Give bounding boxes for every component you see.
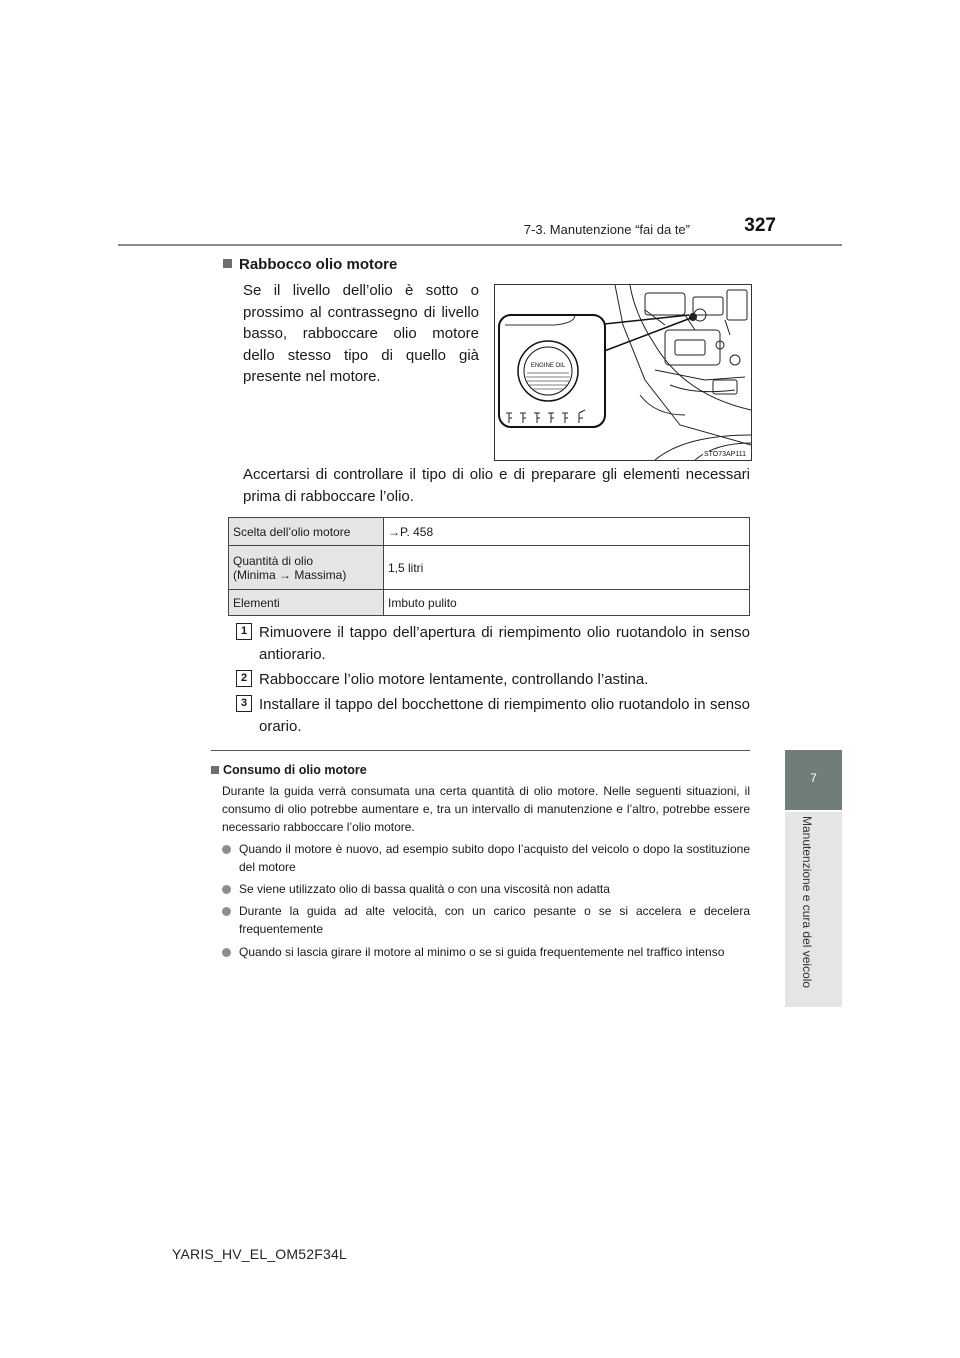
- step-text: Rabboccare l’olio motore lentamente, controllando l’astina.: [259, 671, 649, 688]
- step-3: [236, 694, 750, 738]
- header-rule: [118, 244, 842, 246]
- list-item: [222, 943, 750, 961]
- bullet-dot-icon: [222, 948, 231, 957]
- bullet-dot-icon: [222, 885, 231, 894]
- section-title: [223, 256, 397, 273]
- list-item-text: Quando il motore è nuovo, ad esempio subito dopo l’acquisto del veicolo o dopo la sostituzione del motore: [239, 842, 750, 874]
- section-title-text: Rabbocco olio motore: [239, 256, 398, 273]
- table-key-line: (Minima → Massima): [233, 567, 347, 582]
- info-divider: [211, 750, 750, 751]
- preparation-note: Accertarsi di controllare il tipo di olio e di preparare gli elementi necessari prima di rabboccare l’olio.: [243, 466, 750, 505]
- step-text: Rimuovere il tappo dell’apertura di riempimento olio ruotandolo in senso antiorario.: [259, 624, 750, 663]
- list-item-text: Se viene utilizzato olio di bassa qualità o con una viscosità non adatta: [239, 882, 610, 896]
- step-number: 3: [236, 695, 252, 712]
- table-key: [229, 546, 384, 590]
- table-row: [229, 590, 750, 616]
- chapter-title: Manutenzione e cura del veicolo: [800, 816, 814, 989]
- list-item: [222, 880, 750, 898]
- step-2: [236, 669, 750, 691]
- table-key: Elementi: [229, 590, 384, 616]
- intro-paragraph: Se il livello dell’olio è sotto o prossimo al contrassegno di livello basso, rabboccare olio motore dello stesso tipo di quello già presente nel motore.: [243, 282, 479, 385]
- chapter-number: 7: [810, 771, 817, 785]
- info-title: [211, 763, 367, 777]
- figure-code: STO73AP111: [703, 451, 746, 458]
- oil-spec-table: [228, 517, 750, 616]
- info-paragraph: Durante la guida verrà consumata una certa quantità di olio motore. Nelle seguenti situazioni, il consumo di olio potrebbe aumentare e, tra un intervallo di manutenzione e l’altro, potrebbe essere necessario rabboccare l’olio motore.: [222, 784, 750, 834]
- step-number: 2: [236, 670, 252, 687]
- engine-oil-cap-illustration: [494, 284, 752, 461]
- step-text: Installare il tappo del bocchettone di riempimento olio ruotandolo in senso orario.: [259, 696, 750, 735]
- table-row: [229, 546, 750, 590]
- bullet-dot-icon: [222, 907, 231, 916]
- engine-bay-drawing: [495, 285, 751, 460]
- table-key: Scelta dell’olio motore: [229, 518, 384, 546]
- model-code: YARIS_HV_EL_OM52F34L: [172, 1246, 347, 1262]
- engine-oil-cap-label: ENGINE OIL: [530, 363, 566, 369]
- list-item: [222, 902, 750, 938]
- square-bullet-icon: [223, 259, 232, 268]
- bullet-dot-icon: [222, 845, 231, 854]
- step-number: 1: [236, 623, 252, 640]
- table-key-line: Quantità di olio: [233, 553, 314, 568]
- table-row: [229, 518, 750, 546]
- table-value: 1,5 litri: [384, 546, 750, 590]
- info-title-text: Consumo di olio motore: [223, 763, 367, 777]
- square-bullet-icon: [211, 766, 219, 774]
- step-1: [236, 622, 750, 666]
- list-item: [222, 840, 750, 876]
- header-section-title: 7-3. Manutenzione “fai da te”: [523, 222, 690, 237]
- table-value: Imbuto pulito: [384, 590, 750, 616]
- list-item-text: Quando si lascia girare il motore al minimo o se si guida frequentemente nel traffico intenso: [239, 945, 725, 959]
- list-item-text: Durante la guida ad alte velocità, con un carico pesante o se si accelera e decelera frequentemente: [239, 904, 750, 936]
- table-value: →P. 458: [384, 518, 750, 546]
- page-number: 327: [744, 215, 776, 236]
